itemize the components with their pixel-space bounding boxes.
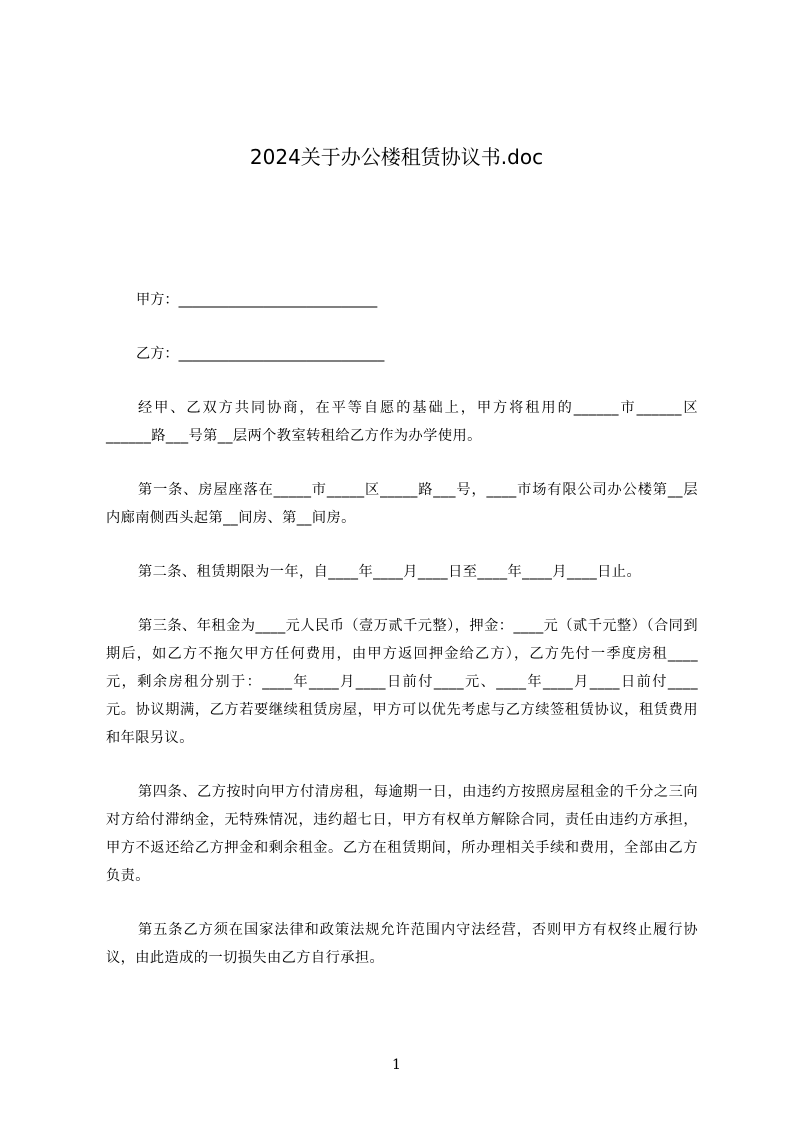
article-5-paragraph: 第五条乙方须在国家法律和政策法规允许范围内守法经营，否则甲方有权终止履行协议，由此造成的一切损失由乙方自行承担。 [106,922,698,966]
party-a-line: 甲方：____________________________ [136,292,378,308]
article-3-paragraph: 第三条、年租金为____元人民币（壹万贰千元整），押金：____元（贰千元整）（合同到期后，如乙方不拖欠甲方任何费用，由甲方返回押金给乙方），乙方先付一季度房租____元，剩余房租分别于：____年____月____日前付____元、____年____月____日前付____元。协议期满，乙方若要继续租赁房屋，甲方可以优先考虑与乙方续签租赁协议，租赁费用和年限另议。 [106,618,698,746]
article-2-paragraph: 第二条、租赁期限为一年，自____年____月____日至____年____月____日止。 [138,564,642,580]
document-title: 2024关于办公楼租赁协议书.doc [249,145,544,169]
page-number: 1 [392,1057,401,1073]
party-b-line: 乙方：_____________________________ [136,346,385,362]
article-4-paragraph: 第四条、乙方按时向甲方付清房租，每逾期一日，由违约方按照房屋租金的千分之三向对方给付滞纳金，无特殊情况，违约超七日，甲方有权单方解除合同，责任由违约方承担，甲方不返还给乙方押金和剩余租金。乙方在租赁期间，所办理相关手续和费用，全部由乙方负责。 [106,784,698,884]
document-body [106,286,698,998]
intro-paragraph: 经甲、乙双方共同协商，在平等自愿的基础上，甲方将租用的______市______区______路___号第__层两个教室转租给乙方作为办学使用。 [106,400,698,444]
article-1-paragraph: 第一条、房屋座落在_____市_____区_____路___号，____市场有限公司办公楼第__层内廊南侧西头起第__间房、第__间房。 [106,482,698,526]
